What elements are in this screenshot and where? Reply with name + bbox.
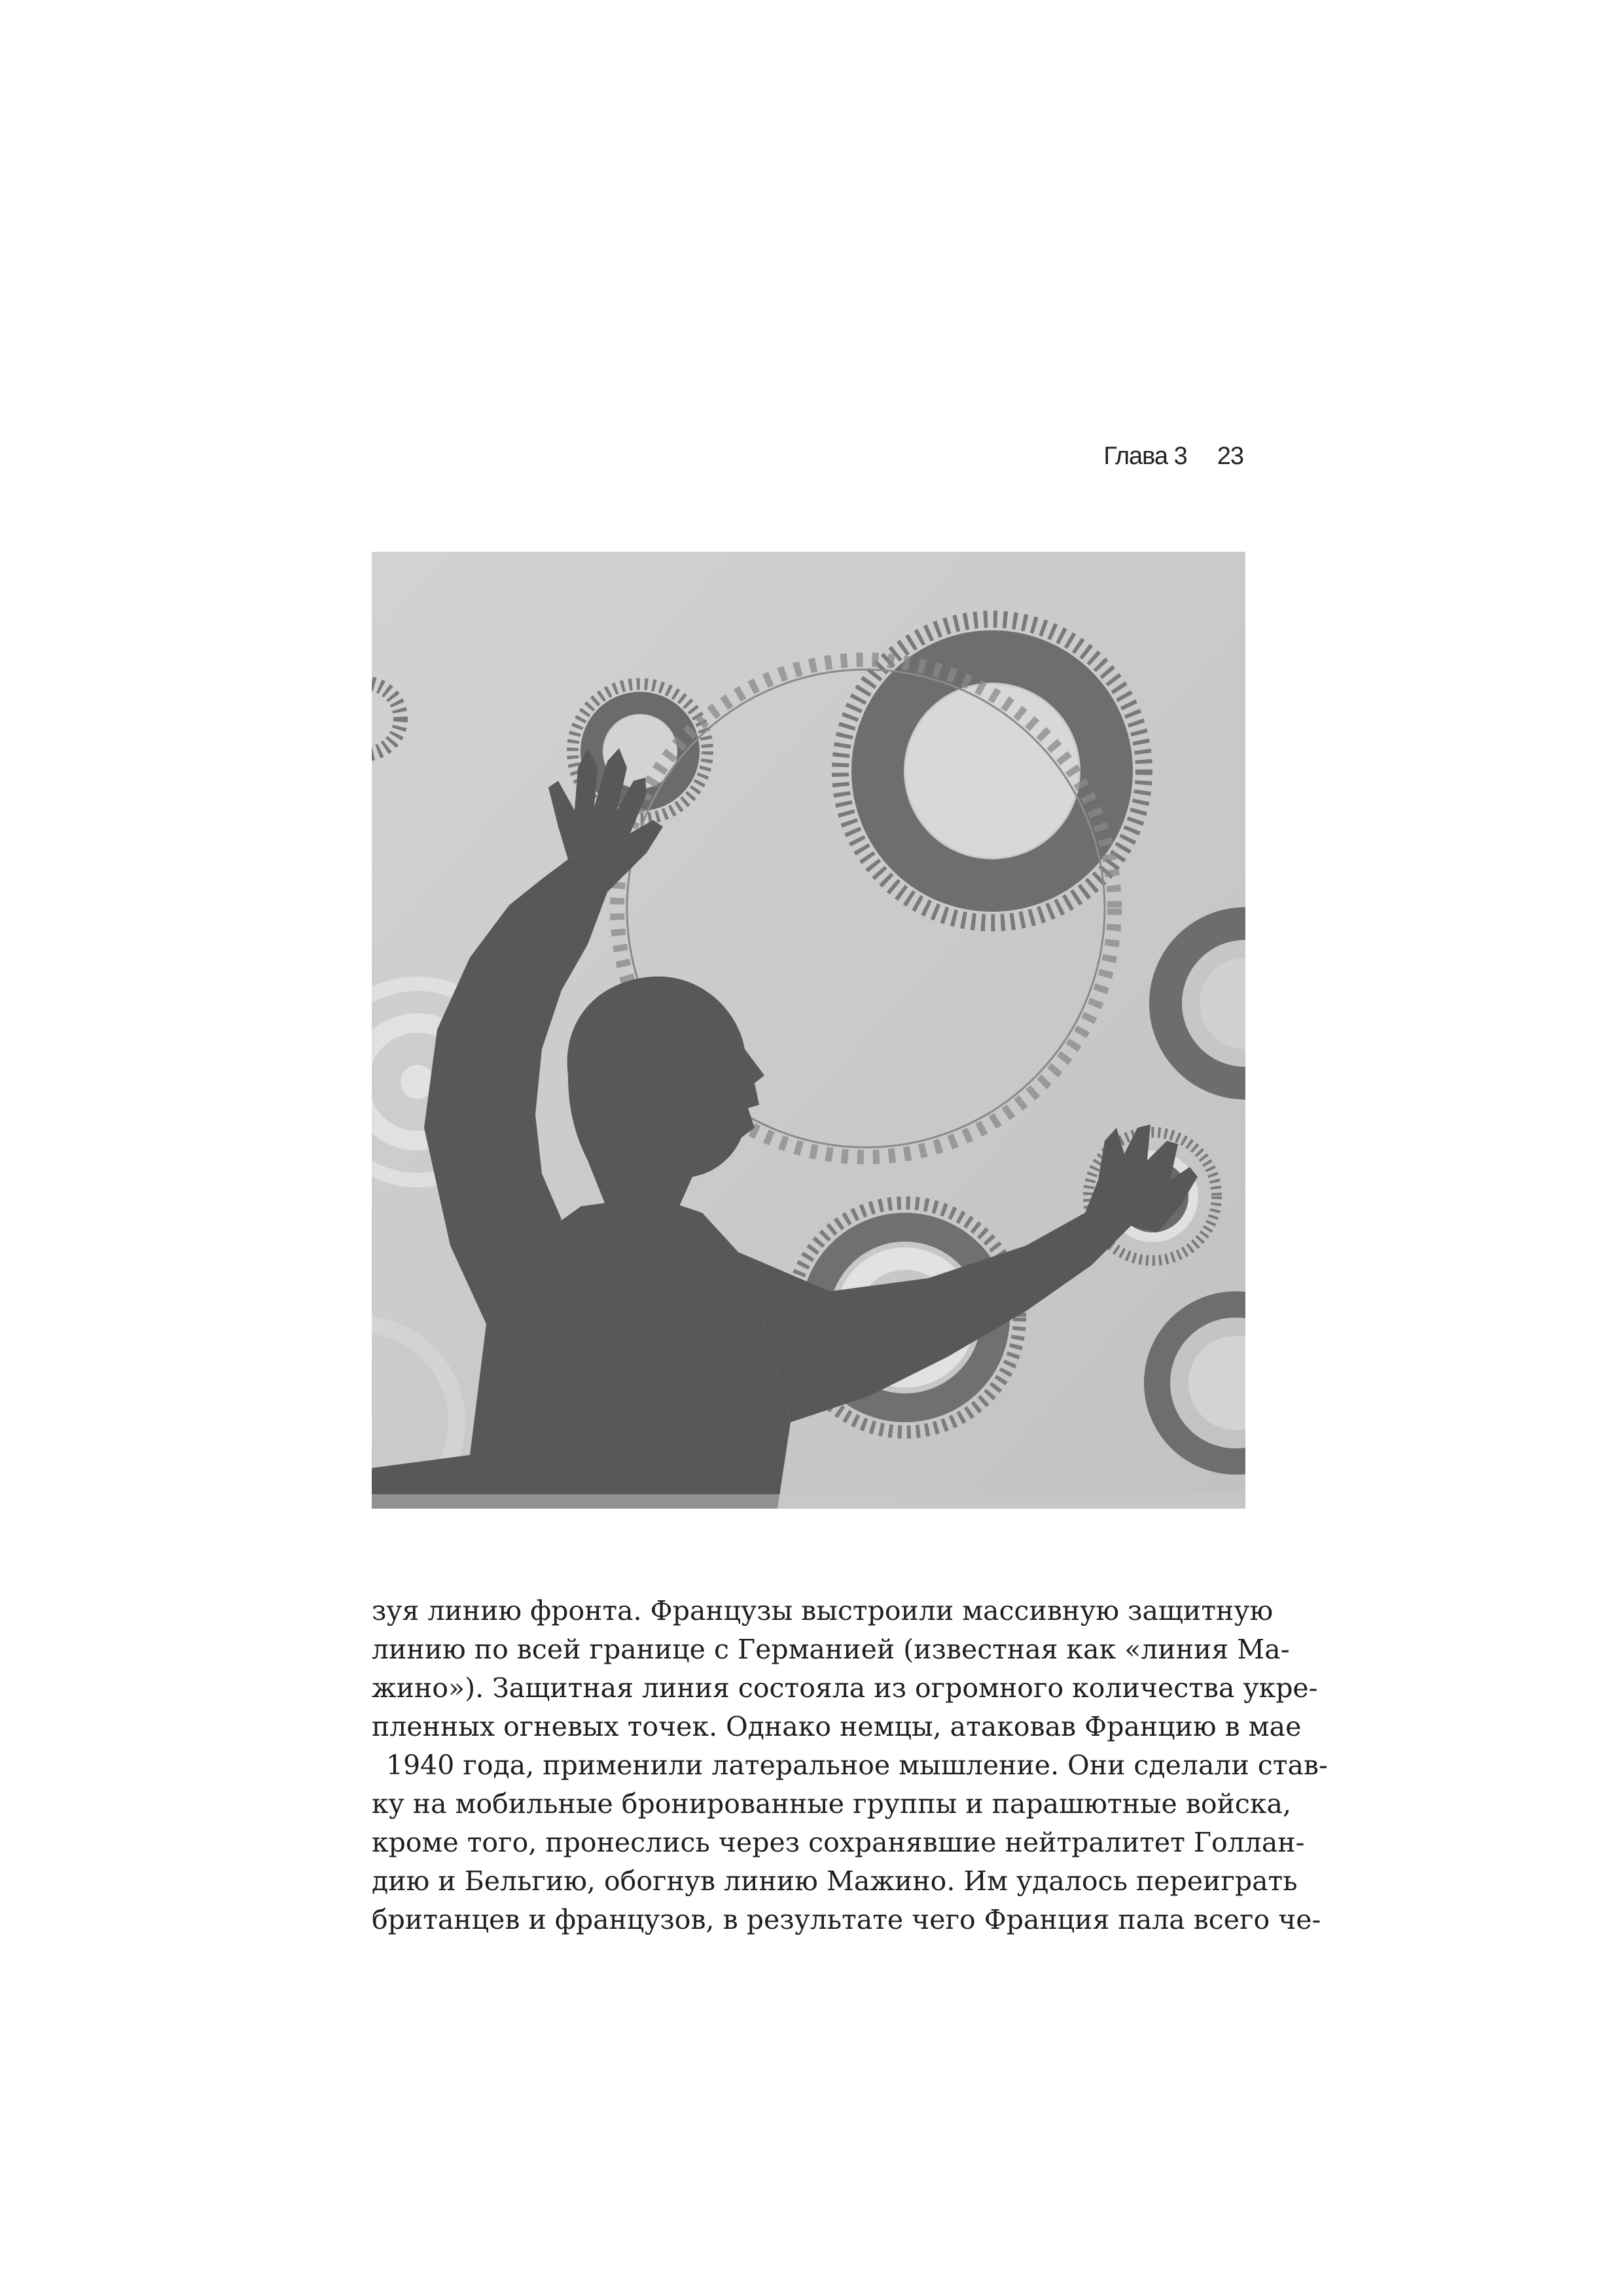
- body-line-8: дию и Бельгию, обогнув линию Мажино. Им удалось переиграть: [372, 1865, 1298, 1897]
- body-text: [372, 1592, 1328, 1939]
- body-line-4: пленных огневых точек. Однако немцы, атаковав Францию в мае: [372, 1711, 1302, 1742]
- body-line-6: ку на мобильные бронированные группы и парашютные войска,: [372, 1788, 1291, 1820]
- body-line-5: 1940 года, применили латеральное мышление. Они сделали став-: [386, 1749, 1328, 1781]
- body-line-7: кроме того, пронеслись через сохранявшие нейтралитет Голлан-: [372, 1827, 1305, 1858]
- page-number: 23: [1217, 442, 1243, 470]
- illustration-svg: [372, 552, 1245, 1509]
- body-line-1: зуя линию фронта. Французы выстроили массивную защитную: [372, 1595, 1274, 1626]
- body-line-3: жино»). Защитная линия состояла из огромного количества укре-: [372, 1672, 1318, 1704]
- body-line-2: линию по всей границе с Германией (известная как «линия Ма-: [372, 1634, 1290, 1665]
- running-head: [1103, 442, 1243, 471]
- chapter-label: Глава 3: [1103, 442, 1187, 470]
- illustration-gears-silhouette: [372, 552, 1245, 1509]
- body-line-9: британцев и французов, в результате чего Франция пала всего че-: [372, 1904, 1321, 1935]
